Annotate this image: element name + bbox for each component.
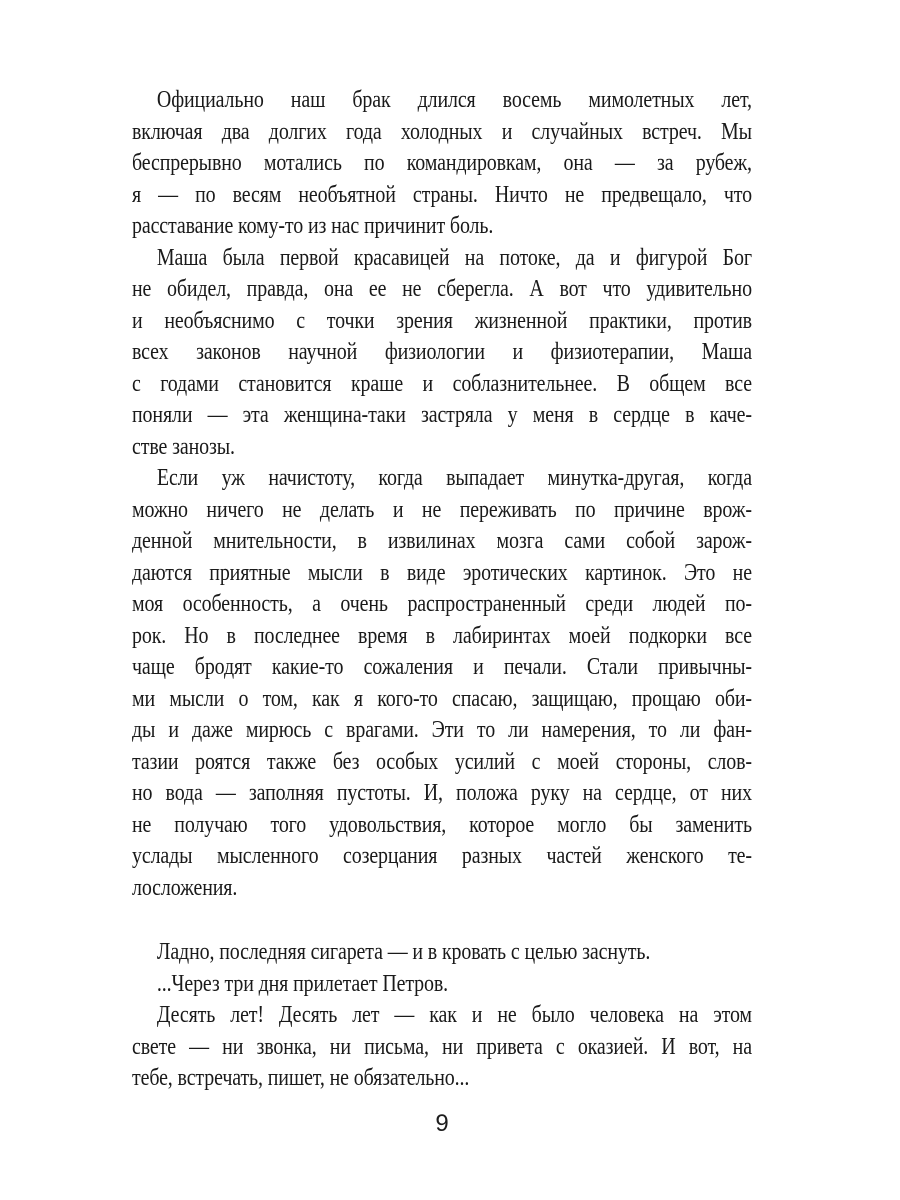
page-number: 9 <box>435 1110 449 1137</box>
text-line: стве занозы. <box>132 433 235 460</box>
text-line: включая два долгих года холодных и случайных встреч. Мы <box>132 118 752 145</box>
text-line: услады мысленного созерцания разных частей женского те- <box>132 843 752 869</box>
text-line: беспрерывно мотались по командировкам, она — за рубеж, <box>132 150 752 176</box>
paragraph-2 <box>132 243 752 464</box>
text-line: не получаю того удовольствия, которое могло бы заменить <box>132 811 752 838</box>
text-line: Официально наш брак длился восемь мимолетных лет, <box>156 87 752 113</box>
text-line: чаще бродят какие-то сожаления и печали. Стали привычны- <box>132 654 752 680</box>
text-line: лосложения. <box>132 874 238 901</box>
text-line: Десять лет! Десять лет — как и не было человека на этом <box>156 1002 752 1028</box>
paragraph-3 <box>132 463 752 904</box>
text-line: расставание кому-то из нас причинит боль. <box>132 213 494 239</box>
text-line: ми мысли о том, как я кого-то спасаю, защищаю, прощаю оби- <box>132 685 752 712</box>
text-line: моя особенность, а очень распространенный среди людей по- <box>132 591 752 617</box>
text-line: Если уж начистоту, когда выпадает минутка-другая, когда <box>156 465 752 491</box>
text-line: ды и даже мирюсь с врагами. Эти то ли намерения, то ли фан- <box>132 717 752 743</box>
text-line: но вода — заполняя пустоты. И, положа руку на сердце, от них <box>132 780 752 806</box>
page-text-block <box>132 85 752 1095</box>
text-line: тебе, встречать, пишет, не обязательно... <box>132 1065 470 1091</box>
text-line: тазии роятся также без особых усилий с моей стороны, слов- <box>132 748 752 775</box>
text-line: можно ничего не делать и не переживать по причине врож- <box>132 496 752 523</box>
text-line: я — по весям необъятной страны. Ничто не предвещало, что <box>132 181 752 208</box>
text-line: поняли — эта женщина-таки застряла у меня в сердце в каче- <box>132 402 752 428</box>
paragraph-6 <box>132 1000 752 1095</box>
paragraph-5 <box>132 969 752 1001</box>
text-line: денной мнительности, в извилинах мозга сами собой зарож- <box>132 528 752 554</box>
text-line: даются приятные мысли в виде эротических картинок. Это не <box>132 559 752 586</box>
text-line: всех законов научной физиологии и физиотерапии, Маша <box>132 339 752 365</box>
text-line: Маша была первой красавицей на потоке, да и фигурой Бог <box>156 244 752 271</box>
text-line: и необъяснимо с точки зрения жизненной практики, против <box>132 307 752 334</box>
paragraph-4 <box>132 937 752 969</box>
text-line: рок. Но в последнее время в лабиринтах моей подкорки все <box>132 622 752 649</box>
paragraph-1 <box>132 85 752 243</box>
text-line: ...Через три дня прилетает Петров. <box>156 970 449 997</box>
text-line: Ладно, последняя сигарета — и в кровать с целью заснуть. <box>156 939 651 965</box>
text-line: свете — ни звонка, ни письма, ни привета с оказией. И вот, на <box>132 1033 752 1060</box>
text-line: не обидел, правда, она ее не сберегла. А вот что удивительно <box>132 276 752 302</box>
text-line: с годами становится краше и соблазнительнее. В общем все <box>132 370 752 397</box>
